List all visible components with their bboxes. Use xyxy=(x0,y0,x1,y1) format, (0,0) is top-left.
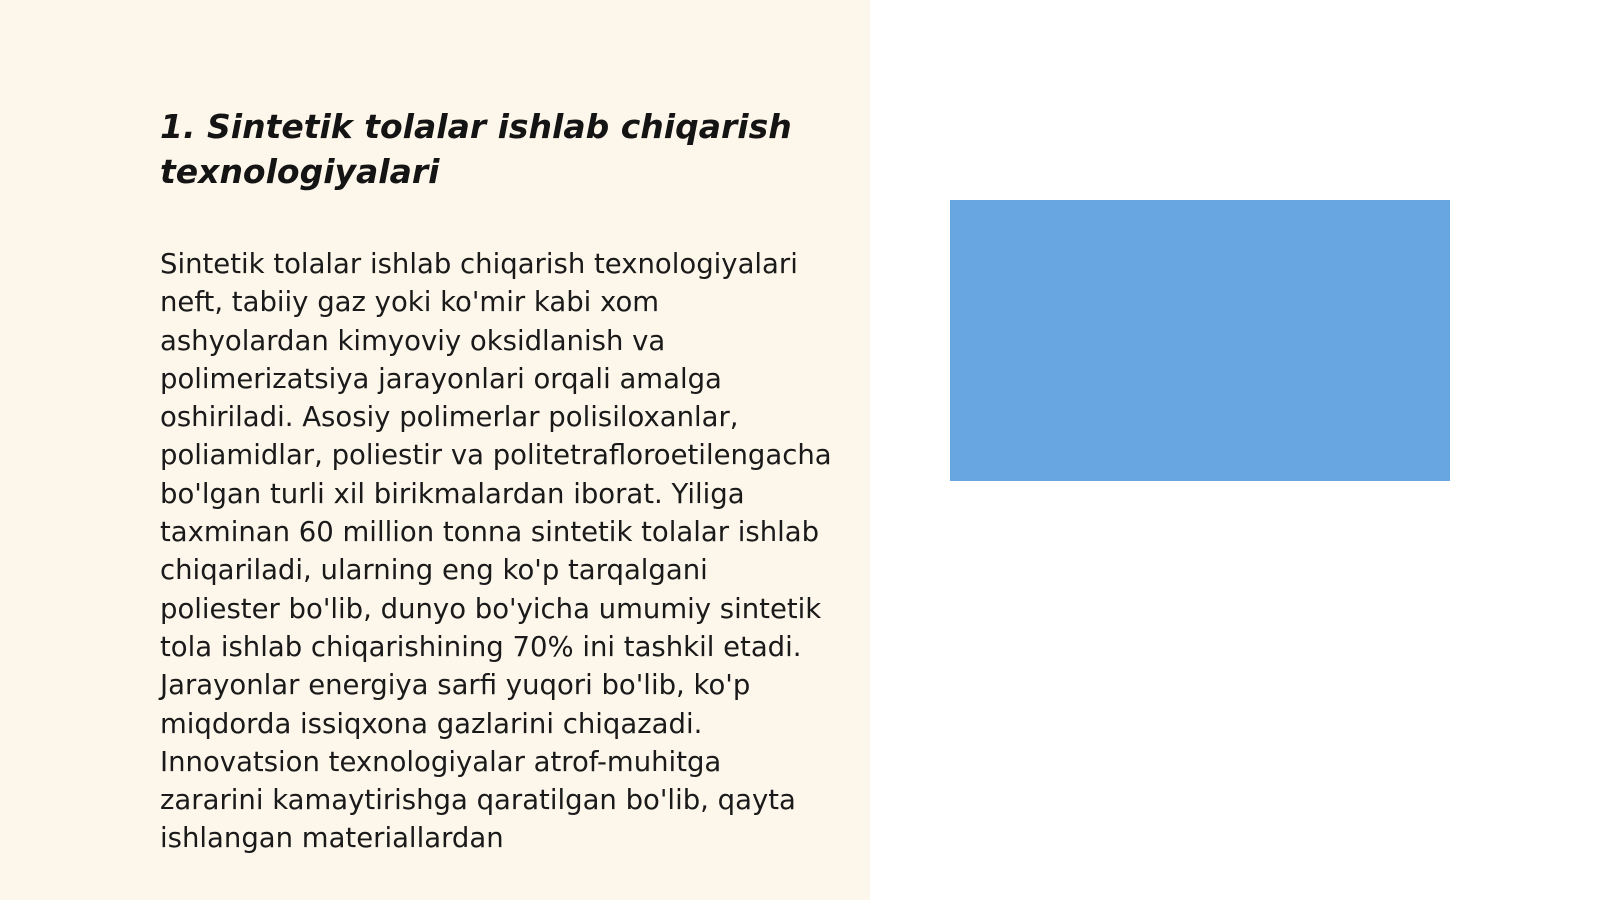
slide-title: 1. Sintetik tolalar ishlab chiqarish texnologiyalari xyxy=(160,107,792,191)
image-placeholder xyxy=(950,200,1450,481)
slide-body-text: Sintetik tolalar ishlab chiqarish texnologiyalari neft, tabiiy gaz yoki ko'mir kabi xom ashyolardan kimyoviy oksidlanish va polimerizatsiya jarayonlari orqali amalga oshiriladi. Asosiy polimerlar polisiloxanlar, poliamidlar, poliestir va politetrafloroetilengacha bo'lgan turli xil birikmalardan iborat. Yiliga taxminan 60 million tonna sintetik tolalar ishlab chiqariladi, ularning eng ko'p tarqalgani poliester bo'lib, dunyo bo'yicha umumiy sintetik tola ishlab chiqarishining 70% ini tashkil etadi. Jarayonlar energiya sarfi yuqori bo'lib, ko'p miqdorda issiqxona gazlarini chiqazadi. Innovatsion texnologiyalar atrof-muhitga zararini kamaytirishga qaratilgan bo'lib, qayta ishlangan materiallardan xyxy=(160,248,832,855)
